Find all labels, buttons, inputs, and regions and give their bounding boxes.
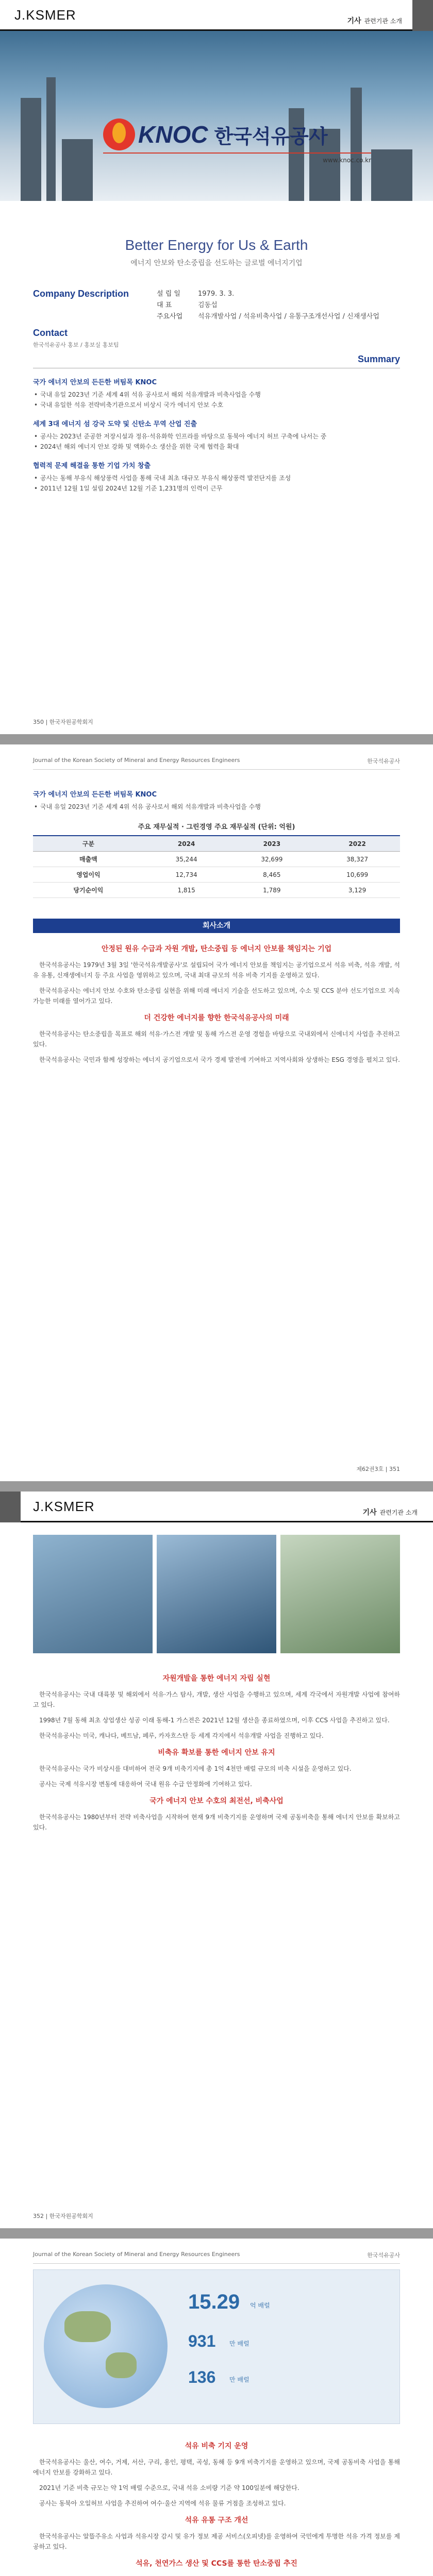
section-subtitle: 자원개발을 통한 에너지 자립 실현 [162, 1674, 271, 1683]
table-header: 2023 [229, 836, 314, 852]
company-row-2: 대 표 김동섭 [157, 301, 218, 309]
header-tag [347, 15, 402, 26]
table-cell: 38,327 [314, 852, 400, 867]
stat-unit-3: 만 배럴 [229, 2376, 249, 2383]
table-cell: 1,789 [229, 883, 314, 898]
page-footer: 352 | 한국자원공학회지 [33, 2213, 93, 2219]
summary-item: • 국내 유일한 석유 전략비축기관으로서 비상시 국가 에너지 안보 수호 [33, 400, 400, 410]
table-cell: 8,465 [229, 867, 314, 883]
table-header: 구분 [33, 836, 144, 852]
body-paragraph: 공사는 국제 석유시장 변동에 대응하여 국내 원유 수급 안정화에 기여하고 있다. [39, 1781, 252, 1788]
tag-label: 기사 [347, 17, 361, 25]
body-paragraph: 한국석유공사는 미국, 캐나다, 베트남, 페루, 카자흐스탄 등 세계 각지에서 석유개발 사업을 진행하고 있다. [39, 1732, 324, 1739]
finance-table [33, 835, 400, 898]
page-footer: 350 | 한국자원공학회지 [33, 719, 93, 725]
stat-number-1: 15.29 [188, 2291, 240, 2313]
page-1 [0, 0, 433, 734]
globe-graphic [44, 2284, 168, 2408]
summary-heading: Summary [33, 354, 400, 368]
table-row [33, 883, 400, 898]
company-row-3: 주요사업 석유개발사업 / 석유비축사업 / 유통구조개선사업 / 신재생사업 [157, 313, 379, 320]
table-cell: 당기순이익 [33, 883, 144, 898]
summary-item: • 국내 유일 2023년 기준 세계 4위 석유 공사로서 해외 석유개발과 비축사업을 수행 [33, 802, 400, 812]
summary-item: • 국내 유일 2023년 기준 세계 4위 석유 공사로서 해외 석유개발과 비축사업을 수행 [33, 389, 400, 400]
section-subtitle: 석유, 천연가스 생산 및 CCS를 통한 탄소중립 추진 [136, 2560, 297, 2568]
page-footer: 제62권3호 | 351 [356, 1466, 400, 1472]
photo-platform [33, 1535, 153, 1653]
company-label: Company Description [33, 289, 129, 299]
header-tag: 기사 관련기관 소개 [362, 1509, 418, 1517]
body-paragraph: 1998년 7월 동해 최초 상업생산 성공 이래 동해-1 가스전은 2021년 12월 생산을 종료하였으며, 이후 CCS 사업을 추진하고 있다. [39, 1717, 390, 1724]
slogan-sub: 에너지 안보와 탄소중립을 선도하는 글로벌 에너지기업 [130, 259, 303, 267]
table-cell: 매출액 [33, 852, 144, 867]
knoc-logo [103, 118, 328, 150]
table-title: 주요 재무실적 · 그린경영 주요 재무실적 (단위: 억원) [138, 823, 295, 831]
section-subtitle: 석유 유통 구조 개선 [185, 2516, 248, 2524]
table-cell: 12,734 [144, 867, 229, 883]
table-header: 2022 [314, 836, 400, 852]
section-subtitle: 안정된 원유 수급과 자원 개발, 탄소중립 등 에너지 안보를 책임지는 기업 [101, 945, 332, 953]
stat-unit-1: 억 배럴 [250, 2302, 270, 2309]
running-head-right: 한국석유공사 [367, 2252, 400, 2259]
contact-sub: 한국석유공사 홍보 / 홍보실 홍보팀 [33, 342, 119, 348]
table-cell: 10,699 [314, 867, 400, 883]
running-head-right: 한국석유공사 [367, 758, 400, 765]
logo-korean: 한국석유공사 [214, 125, 328, 148]
summary-item: • 2024년 해외 에너지 안보 강화 및 액화수소 생산을 위한 국제 협력을 확대 [33, 442, 400, 452]
section-subtitle: 더 건강한 에너지를 향한 한국석유공사의 미래 [144, 1014, 289, 1022]
page-4-body [33, 2434, 400, 2576]
table-row [33, 867, 400, 883]
company-row [33, 289, 400, 323]
company-row-1: 설 립 일 1979. 3. 3. [157, 290, 235, 298]
summary-title-2: 세계 3대 에너지 섬 강국 도약 및 신탄소 무역 산업 진출 [33, 420, 197, 428]
logo-underline [103, 152, 371, 154]
body-paragraph: 한국석유공사는 국가 비상시를 대비하여 전국 9개 비축기지에 총 1억 4천만 배럴 규모의 비축 시설을 운영하고 있다. [39, 1765, 352, 1772]
journal-brand: J.KSMER [14, 7, 76, 23]
company-url: www.knoc.co.kr [323, 157, 371, 164]
photo-vessel [157, 1535, 276, 1653]
body-paragraph: 한국석유공사는 에너지 안보 수호와 탄소중립 실현을 위해 미래 에너지 기술을 선도하고 있으며, 수소 및 CCS 분야 선도기업으로 지속 가능한 미래를 열어가고 있다. [33, 987, 400, 1005]
page-2 [0, 744, 433, 1481]
slogan: Better Energy for Us & Earth [125, 237, 308, 253]
summary-item: • 공사는 동해 부유식 해상풍력 사업을 통해 국내 최초 대규모 부유식 해상풍력 발전단지를 조성 [33, 473, 400, 483]
table-cell: 3,129 [314, 883, 400, 898]
photo-terminal [280, 1535, 400, 1653]
table-cell: 영업이익 [33, 867, 144, 883]
corner-block [412, 0, 433, 31]
table-cell: 1,815 [144, 883, 229, 898]
world-map-infographic [33, 2269, 400, 2424]
body-paragraph: 한국석유공사는 탄소중립을 목표로 해외 석유·가스전 개발 및 동해 가스전 운영 경험을 바탕으로 국내외에서 신에너지 사업을 추진하고 있다. [33, 1030, 400, 1048]
body-paragraph: 한국석유공사는 울산, 여수, 거제, 서산, 구리, 용인, 평택, 곡성, 동해 등 9개 비축기지를 운영하고 있으며, 국제 공동비축 사업을 통해 에너지 안보를 강화하고 있다. [33, 2459, 400, 2476]
logo-knoc: KNOC [138, 121, 208, 148]
journal-english-title: Journal of the Korean Society of Mineral and Energy Resources Engineers [33, 2251, 240, 2258]
body-paragraph: 공사는 동북아 오일허브 사업을 추진하여 여수·울산 지역에 석유 물류 거점을 조성하고 있다. [39, 2500, 286, 2507]
hero-image [0, 31, 433, 201]
journal-brand: J.KSMER [33, 1499, 95, 1514]
contact-row [33, 328, 400, 338]
running-head [33, 757, 400, 770]
summary-item: • 공사는 2023년 준공한 저장시설과 정유·석유화학 인프라를 바탕으로 동북아 에너지 허브 구축에 나서는 중 [33, 431, 400, 442]
knoc-emblem-icon [103, 118, 135, 150]
body-paragraph: 한국석유공사는 1979년 3월 3일 '한국석유개발공사'로 설립되어 국가 에너지 안보를 책임지는 공기업으로서 석유 비축, 석유 개발, 석유 유통, 신재생에너지 등 주요 사업을 영위하고 있으며, 국내 최대 규모의 석유 비축 기지를 운영하고 있다. [33, 961, 400, 979]
stat-unit-2: 만 배럴 [229, 2340, 249, 2347]
summary-title-1b: 국가 에너지 안보의 든든한 버팀목 KNOC [33, 791, 157, 799]
table-cell: 35,244 [144, 852, 229, 867]
section-band: 회사소개 [33, 919, 400, 933]
running-head [33, 2251, 400, 2264]
table-header: 2024 [144, 836, 229, 852]
tag-section: 관련기관 소개 [364, 18, 402, 25]
body-paragraph: 한국석유공사는 국내 대륙붕 및 해외에서 석유·가스 탐사, 개발, 생산 사업을 수행하고 있으며, 세계 각국에서 자원개발 사업에 참여하고 있다. [33, 1691, 400, 1708]
table-header-row [33, 836, 400, 852]
page-header [0, 1492, 433, 1522]
corner-block [0, 1492, 21, 1522]
table-row [33, 852, 400, 867]
body-paragraph: 한국석유공사는 1980년부터 전략 비축사업을 시작하여 현재 9개 비축기지를 운영하며 국제 공동비축을 통해 에너지 안보를 확보하고 있다. [33, 1814, 400, 1831]
body-paragraph: 한국석유공사는 알뜰주유소 사업과 석유시장 감시 및 유가 정보 제공 서비스(오피넷)를 운영하여 국민에게 투명한 석유 가격 정보를 제공하고 있다. [33, 2533, 400, 2550]
page-3-body [33, 1667, 400, 1838]
page-2-body [33, 781, 400, 1070]
summary-title-3: 협력적 문제 해결을 통한 기업 가치 창출 [33, 462, 151, 470]
section-subtitle: 석유 비축 기지 운영 [185, 2442, 248, 2450]
body-paragraph: 2021년 기준 비축 규모는 약 1억 배럴 수준으로, 국내 석유 소비량 기준 약 100일분에 해당한다. [39, 2484, 299, 2492]
contact-label: Contact [33, 328, 68, 338]
section-subtitle: 국가 에너지 안보 수호의 최전선, 비축사업 [149, 1797, 284, 1805]
company-info [33, 289, 400, 494]
stat-number-2: 931 [188, 2332, 216, 2350]
page-3 [0, 1492, 433, 2228]
page-4 [0, 2239, 433, 2576]
summary-title-1: 국가 에너지 안보의 든든한 버팀목 KNOC [33, 379, 157, 386]
company-values [157, 289, 400, 323]
stat-number-3: 136 [188, 2368, 216, 2386]
body-paragraph: 한국석유공사는 국민과 함께 성장하는 에너지 공기업으로서 국가 경제 발전에 기여하고 지역사회와 상생하는 ESG 경영을 펼치고 있다. [39, 1056, 400, 1063]
page-header [0, 0, 433, 31]
summary-item: • 2011년 12월 1일 설립 2024년 12월 기준 1,231명의 인력이 근무 [33, 483, 400, 494]
table-cell: 32,699 [229, 852, 314, 867]
journal-english-title: Journal of the Korean Society of Mineral and Energy Resources Engineers [33, 757, 240, 764]
section-subtitle: 비축유 확보를 통한 에너지 안보 유지 [158, 1749, 275, 1757]
